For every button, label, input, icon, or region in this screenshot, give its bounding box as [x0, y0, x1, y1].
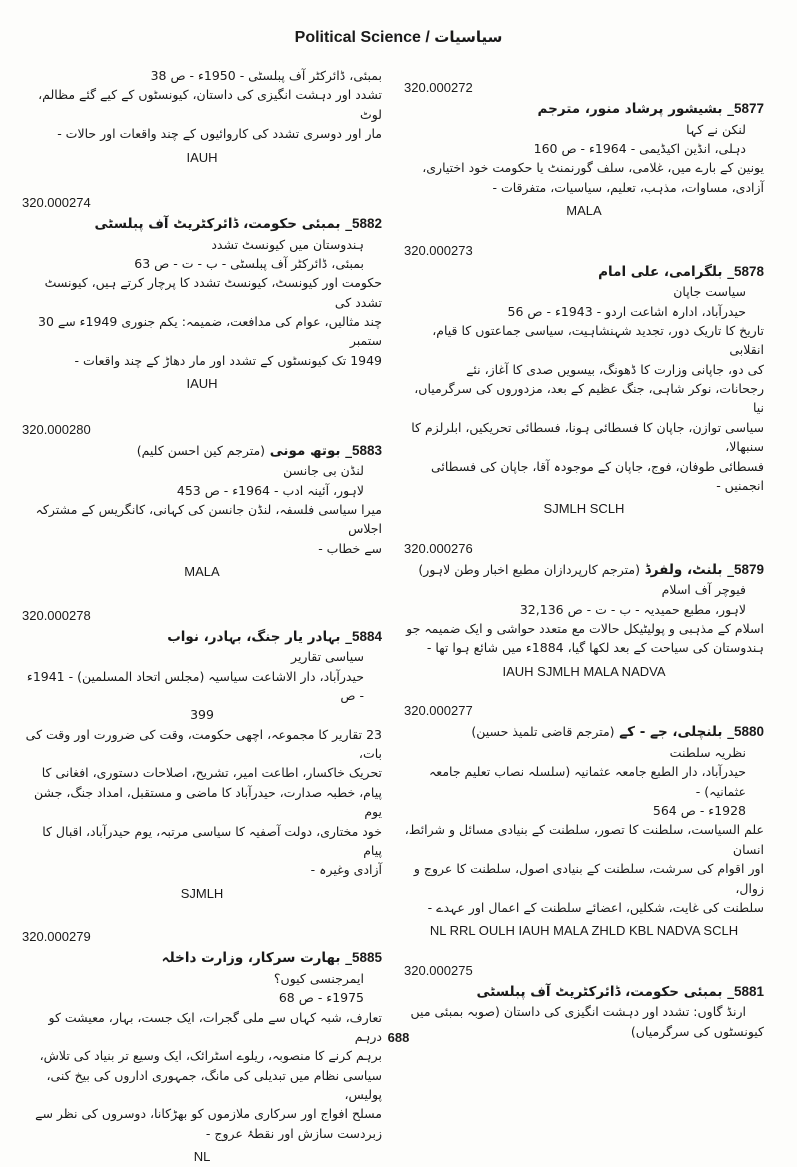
entry-heading: 5884_ بہادر یار جنگ، بہادر، نواب — [167, 628, 382, 645]
entry-imprint: حیدرآباد، ادارہ اشاعت اردو - 1943ء - ص 56 — [507, 303, 746, 319]
entry-line: سے خطاب - — [318, 540, 382, 556]
entry-heading: 5879_ بلنٹ، ولفرڈ (مترجم کارپردازان مطبع اخبار وطن لاہور) — [418, 561, 764, 578]
classification-number: 320.000279 — [22, 929, 91, 945]
entry-imprint-year: 1928ء - ص 564 — [652, 803, 746, 818]
library-holders: IAUH — [186, 149, 218, 165]
entry-line: میرا سیاسی فلسفہ، لنڈن جانسن کی کہانی، کانگریس کے مشترکہ اجلاس — [35, 502, 382, 537]
entry-title: لنکن نے کہا — [686, 121, 746, 137]
library-holders: MALA — [566, 203, 602, 219]
entry-author: بمبئی حکومت، ڈائرکٹریٹ آف پبلسٹی — [94, 216, 341, 232]
entry-5882 — [22, 195, 382, 394]
entry-translator: (مترجم کین احسن کلیم) — [136, 442, 266, 458]
entry-line: پیام، خطبہ صدارت، حیدرآباد کا ماضی و مستقبل، امداد جنگ، جشن یوم — [34, 784, 382, 820]
entry-0 — [22, 66, 382, 167]
classification-number: 320.000278 — [22, 607, 91, 623]
entry-heading: 5883_ بوتھ مونی (مترجم کین احسن کلیم) — [136, 442, 382, 459]
entry-imprint: دہلی، انڈین اکیڈیمی - 1964ء - ص 160 — [533, 140, 746, 156]
entry-line: مار اور دوسری تشدد کی کاروائیوں کے چند واقعات اور حالات - — [57, 126, 382, 142]
entry-heading: 5880_ بلنچلی، جے - کے (مترجم قاضی تلمیذ حسین) — [471, 724, 764, 741]
entry-number: 5882 — [351, 216, 382, 231]
entry-imprint: بمبئی، ڈائرکٹر آف پبلسٹی - ب - ت - ص 63 — [134, 255, 364, 271]
entry-line: سلطنت کی غایت، شکلیں، اعضائے سلطنت کے اعمال اور عہدے - — [427, 899, 764, 915]
classification-number: 320.000273 — [404, 242, 473, 258]
entry-title: فیوچر آف اسلام — [661, 582, 746, 598]
entry-line: ارنڈ گاوں: تشدد اور دہشت انگیزی کی داستان (صوبہ بمبئی میں — [410, 1004, 746, 1020]
entry-number: 5878 — [733, 263, 764, 279]
classification-number: 320.000277 — [404, 703, 473, 719]
entry-line: تشدد اور دہشت انگیزی کی داستان، کیونسٹوں کے کیے گئے مظالم، لوٹ — [38, 87, 382, 122]
entry-heading: 5877_ بشیشور پرشاد منور، مترجم — [537, 101, 764, 117]
entry-5884 — [22, 608, 382, 904]
entry-line: انجمنیں - — [716, 477, 764, 493]
entry-line: کیونسٹوں کی سرگرمیاں) — [630, 1023, 764, 1039]
entry-line: بمبئی، ڈائرکٹر آف پبلسٹی - 1950ء - ص 38 — [150, 68, 382, 83]
entry-5879 — [404, 541, 764, 682]
entry-heading: 5881_ بمبئی حکومت، ڈائرکٹریٹ آف پبلسٹی — [476, 983, 764, 1000]
classification-number: 320.000276 — [404, 540, 473, 556]
entry-line: 1949 تک کیونسٹوں کے تشدد اور مار دھاڑ کے چند واقعات - — [74, 352, 382, 368]
entry-number: 5879 — [733, 561, 764, 577]
entry-pages: 399 — [190, 707, 214, 723]
entry-5878 — [404, 243, 764, 519]
entry-line: سیاسی نظام میں تبدیلی کی مانگ، جمہوری اداروں کی بیخ کنی، پولیس، — [46, 1067, 382, 1102]
entry-heading: 5878_ بلگرامی، علی امام — [598, 263, 764, 280]
library-holders: SJMLH — [180, 885, 224, 901]
entry-title: نظریہ سلطنت — [669, 744, 746, 760]
entry-heading: 5885_ بھارت سرکار، وزارت داخلہ — [161, 950, 382, 967]
entry-author: بلنچلی، جے - کے — [619, 724, 723, 741]
page-title-urdu: سیاسیات — [434, 28, 503, 46]
entry-line: تحریک خاکسار، اطاعت امیر، تشریح، اصلاحات دستوری، افغانی کا — [41, 765, 382, 781]
library-holders: IAUH SJMLH MALA NADVA — [502, 663, 666, 679]
entry-imprint: لاہور، آئینہ ادب - 1964ء - ص 453 — [176, 482, 364, 498]
entry-heading: 5882_ بمبئی حکومت، ڈائرکٹریٹ آف پبلسٹی — [94, 216, 382, 232]
entry-number: 5881 — [733, 983, 764, 999]
library-holders: NL RRL OULH IAUH MALA ZHLD KBL NADVA SCLH — [429, 923, 739, 939]
entry-5883 — [22, 422, 382, 582]
entry-line: برہم کرنے کا منصوبہ، ریلوے اسٹرائک، ایک وسیع تر بنیاد کی تلاش، — [39, 1048, 382, 1064]
page-title-english: Political Science / — [294, 29, 430, 46]
entry-line: رجحانات، نوکر شاہی، جنگ عظیم کے بعد، مزدوروں کی سرگرمیاں، نیا — [414, 381, 764, 416]
entry-line: زبردست سازش اور نقطۂ عروج - — [205, 1125, 382, 1141]
entry-line: خود مختاری، دولت آصفیہ کا سیاسی مرتبہ، یوم حیدرآباد، اقبال کا پیام — [42, 823, 382, 858]
page-title — [0, 28, 797, 47]
library-holders: SJMLH SCLH — [543, 501, 625, 517]
entry-line: تاریخ کا تاریک دور، تجدید شہنشاہیت، سیاسی جماعتوں کا قیام، انقلابی — [432, 322, 764, 358]
entry-imprint: 1975ء - ص 68 — [278, 990, 364, 1006]
entry-5885 — [22, 929, 382, 1166]
entry-imprint: لاہور، مطبع حمیدیہ - ب - ت - ص 32,136 — [519, 601, 746, 617]
entry-line: علم السیاست، سلطنت کا تصور، سلطنت کے بنیادی مسائل و شرائط، انسان — [404, 822, 764, 857]
classification-number: 320.000272 — [404, 80, 473, 95]
left-column — [22, 66, 382, 1167]
entry-line: تعارف، شبہ کہاں سے ملی گجرات، ایک جست، بہار، معیشت کو درہم — [48, 1009, 382, 1044]
entry-translator: (مترجم قاضی تلمیذ حسین) — [471, 724, 615, 740]
entry-author: بہادر یار جنگ، بہادر، نواب — [167, 628, 341, 645]
entry-line: فسطائی طوفان، فوج، جاپان کے موجودہ آقا، جاپان کی فسطائی — [430, 458, 764, 474]
entry-line: مسلح افواج اور سرکاری ملازموں کو بھڑکانا، دوسروں کی نظر سے — [35, 1106, 382, 1122]
entry-line: اسلام کے مذہبی و پولیٹیکل حالات مع متعدد حواشی و ایک ضمیمہ جو — [406, 621, 764, 637]
entry-translator: (مترجم کارپردازان مطبع اخبار وطن لاہور) — [418, 561, 640, 577]
entry-line: اور اقوام کی سرشت، سلطنت کے بنیادی اصول، سلطنت کا عروج و زوال، — [413, 861, 764, 896]
entry-5877 — [404, 80, 764, 221]
entry-line: ہندوستان کی سیاحت کے بعد لکھا گیا، 1884ء میں شائع ہوا تھا - — [426, 640, 764, 656]
entry-author: بھارت سرکار، وزارت داخلہ — [161, 950, 341, 967]
entry-line: آزادی وغیرہ - — [310, 862, 382, 878]
library-holders: IAUH — [186, 376, 218, 392]
entry-imprint: حیدرآباد، دار الطبع جامعہ عثمانیہ (سلسلہ نصاب تعلیم جامعہ عثمانیہ) - — [428, 764, 746, 799]
entry-5880 — [404, 703, 764, 940]
entry-title: سیاست جاپان — [673, 284, 746, 300]
entry-number: 5885 — [351, 950, 382, 966]
entry-line: آزادی، مساوات، مذہب، تعلیم، سیاسیات، متفرقات - — [492, 179, 764, 195]
entry-line: حکومت اور کیونسٹ، کیونسٹ تشدد کا پرچار کرتے ہیں، کیونسٹ تشدد کی — [44, 275, 382, 310]
library-holders: NL — [193, 1149, 211, 1165]
classification-number: 320.000280 — [22, 421, 91, 437]
entry-number: 5884 — [351, 628, 382, 644]
entry-number: 5883 — [351, 442, 382, 458]
entry-author: بلگرامی، علی امام — [598, 263, 723, 280]
entry-author: بلنٹ، ولفرڈ — [644, 561, 723, 578]
library-holders: MALA — [184, 564, 220, 580]
classification-number: 320.000274 — [22, 195, 91, 210]
entry-title: ایمرجنسی کیوں؟ — [273, 970, 364, 986]
entry-line: 23 تقاریر کا مجموعہ، اچھی حکومت، وقت کی ضرورت اور وقت کی بات، — [25, 726, 382, 762]
entry-author: بشیشور پرشاد منور، مترجم — [537, 101, 723, 117]
entry-line: کی دو، جاپانی وزارت کا ڈھونگ، بیسویں صدی کا آغاز، نئے — [466, 361, 764, 377]
entry-author: بوتھ مونی — [269, 442, 341, 459]
entry-title: لنڈن بی جانسن — [283, 463, 364, 479]
entry-line: یونین کے بارے میں، غلامی، سلف گورنمنٹ یا حکومت خود اختیاری، — [422, 160, 764, 176]
entry-line: سیاسی توازن، جاپان کا فسطائی ہونا، فسطائی تحریکیں، ابلرلزم کا سنبھالا، — [411, 419, 764, 455]
entry-number: 5877 — [733, 101, 764, 116]
classification-number: 320.000275 — [404, 962, 473, 978]
entry-number: 5880 — [733, 724, 764, 740]
entry-title: سیاسی تقاریر — [291, 649, 364, 665]
entry-title: ہندوستان میں کیونسٹ تشدد — [211, 236, 364, 252]
page-number: 688 — [387, 1030, 410, 1045]
right-column — [404, 80, 764, 1041]
entry-author: بمبئی حکومت، ڈائرکٹریٹ آف پبلسٹی — [476, 983, 723, 1000]
entry-imprint: حیدرآباد، دار الاشاعت سیاسیہ (مجلس اتحاد المسلمین) - 1941ء - ص — [26, 668, 364, 703]
entry-line: چند مثالیں، عوام کی مدافعت، ضمیمہ: یکم جنوری 1949ء سے 30 ستمبر — [38, 314, 382, 349]
